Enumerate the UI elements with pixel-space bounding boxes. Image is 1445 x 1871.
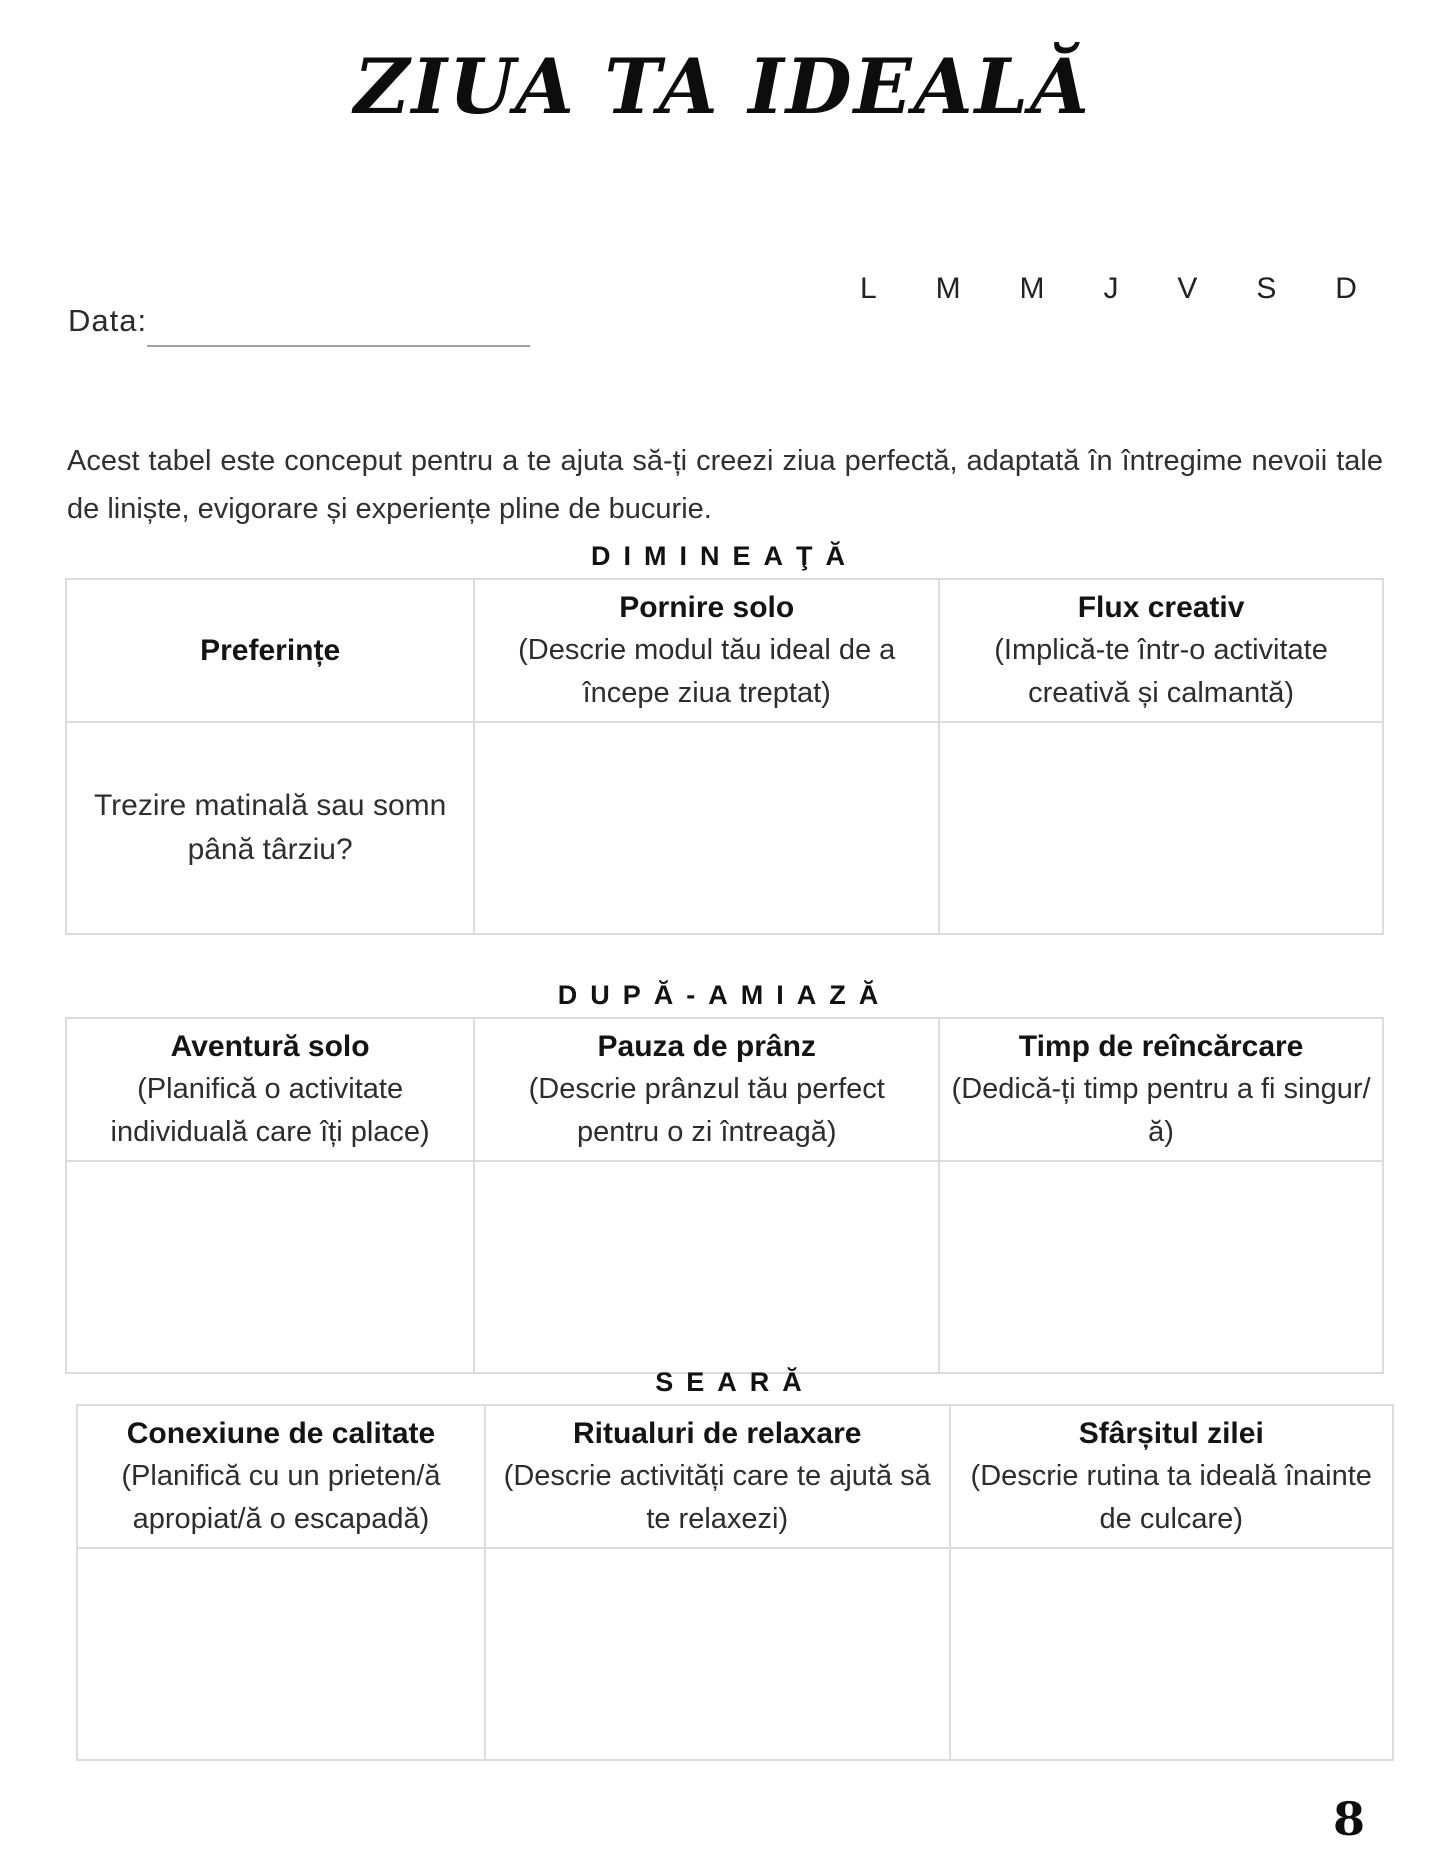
table-row [66,1161,1383,1373]
row-label: Trezire matinală sau somn până târziu? [93,789,447,866]
answer-cell[interactable] [66,1161,474,1373]
answer-cell[interactable] [474,722,939,934]
column-header [939,1018,1383,1161]
column-header [474,1018,939,1161]
column-title: Timp de reîncărcare [1018,1030,1304,1063]
column-header [66,579,474,722]
answer-cell[interactable] [950,1548,1394,1760]
column-title: Sfârșitul zilei [1078,1417,1264,1450]
column-header [474,579,939,722]
section-dimineata [65,538,1384,935]
answer-cell[interactable] [485,1548,950,1760]
weekday-letter[interactable]: D [1335,272,1357,305]
column-subtitle: (Descrie activități care te ajută să te relaxezi) [503,1460,931,1535]
weekday-letter[interactable]: M [935,272,961,305]
section-seara [76,1364,1394,1761]
weekday-letter[interactable]: M [1019,272,1045,305]
answer-cell[interactable] [939,1161,1383,1373]
column-subtitle: (Dedică-ți timp pentru a fi singur/ă) [951,1073,1371,1148]
section-heading: DUPĂ-AMIAZĂ [557,980,892,1010]
intro-paragraph: Acest tabel este conceput pentru a te ajuta să-ți creezi ziua perfectă, adaptată în întregime nevoii tale de liniște, evigorare și experiențe pline de bucurie. [67,445,1383,525]
section-dupa-amiaza [65,977,1384,1374]
section-heading: SEARĂ [655,1367,815,1397]
column-header [950,1405,1394,1548]
column-title: Aventură solo [170,1030,370,1063]
section-heading: DIMINEAŢĂ [591,541,858,571]
column-subtitle: (Descrie prânzul tău perfect pentru o zi întreagă) [528,1073,885,1148]
weekday-letter[interactable]: J [1103,272,1119,305]
page-title: ZIUA TA IDEALĂ [354,42,1091,131]
column-header [939,579,1383,722]
date-input-line[interactable] [147,345,530,347]
table-row [66,722,1383,934]
section-table [76,1404,1394,1761]
section-table [65,1017,1384,1374]
answer-cell[interactable] [66,722,474,934]
weekday-letter[interactable]: V [1177,272,1198,305]
column-title: Conexiune de calitate [126,1417,436,1450]
column-title: Pauza de prânz [597,1030,816,1063]
column-subtitle: (Planifică cu un prieten/ă apropiat/ă o escapadă) [121,1460,441,1535]
column-title: Pornire solo [619,591,795,624]
weekday-letter[interactable]: L [860,272,877,305]
page-number: 8 [1332,1792,1365,1846]
column-subtitle: (Descrie modul tău ideal de a începe ziua treptat) [518,634,896,709]
answer-cell[interactable] [77,1548,485,1760]
weekday-letter[interactable]: S [1256,272,1277,305]
date-label: Data: [68,303,148,338]
column-subtitle: (Implică-te într-o activitate creativă și calmantă) [994,634,1328,709]
table-row [77,1548,1393,1760]
column-title: Flux creativ [1077,591,1245,624]
column-subtitle: (Planifică o activitate individuală care îți place) [110,1073,430,1148]
answer-cell[interactable] [474,1161,939,1373]
column-title: Ritualuri de relaxare [572,1417,862,1450]
column-header [485,1405,950,1548]
column-header [77,1405,485,1548]
answer-cell[interactable] [939,722,1383,934]
column-title: Preferințe [200,634,341,667]
section-table [65,578,1384,935]
weekday-row [860,272,1357,306]
column-subtitle: (Descrie rutina ta ideală înainte de culcare) [970,1460,1372,1535]
column-header [66,1018,474,1161]
